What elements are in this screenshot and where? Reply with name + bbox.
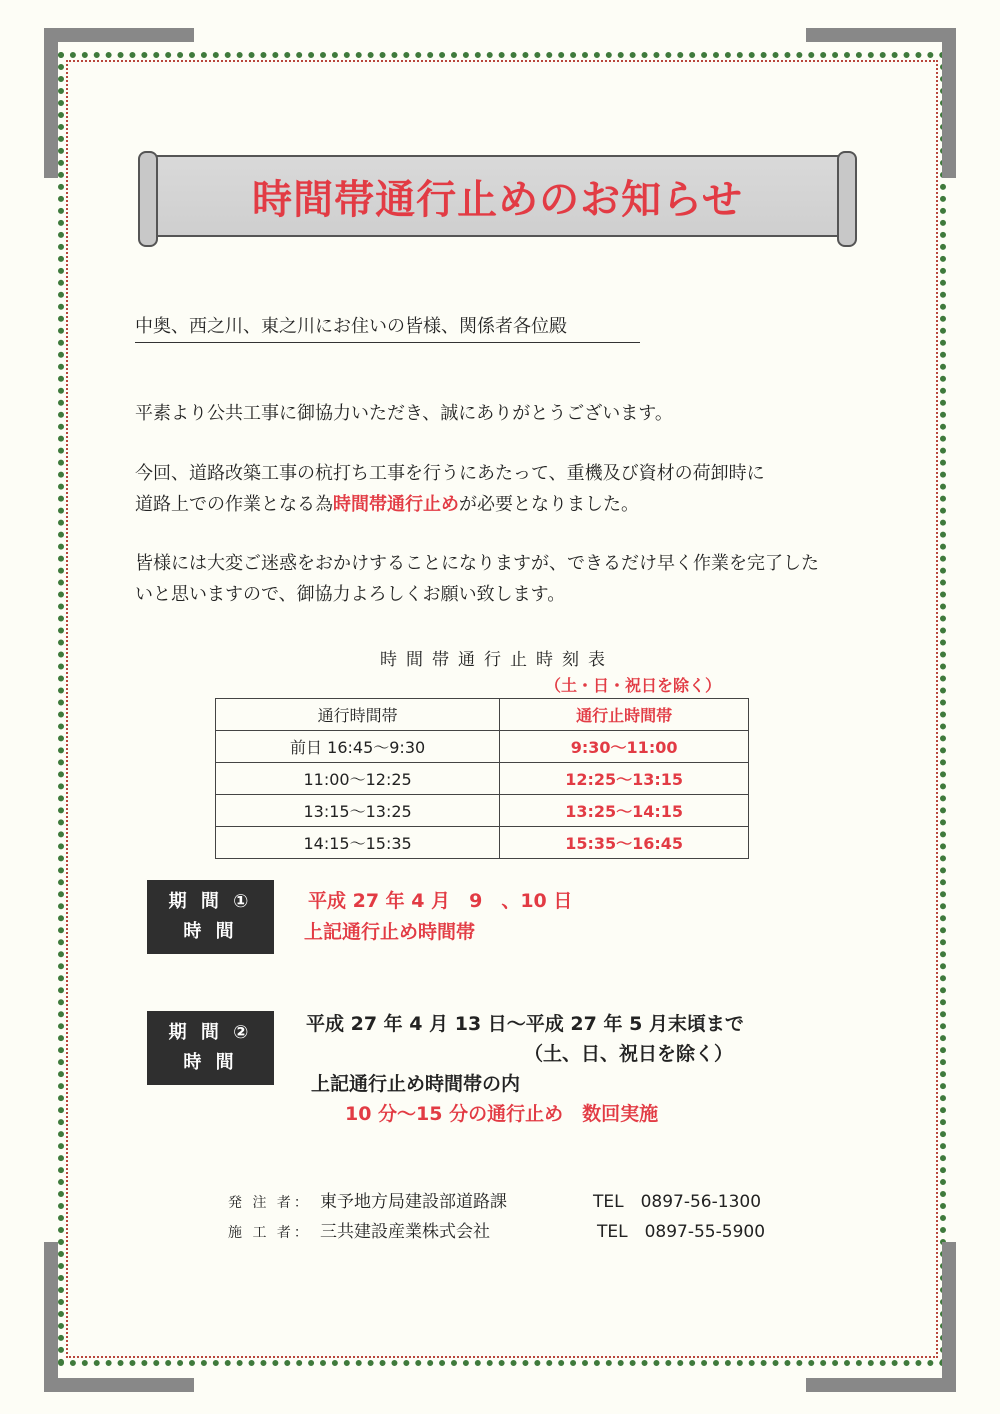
table-row <box>216 795 749 827</box>
open-time-cell: 13:15～13:25 <box>216 795 500 827</box>
contact-orderer <box>228 1187 507 1212</box>
reason-line-2-post: が必要となりました。 <box>459 494 639 515</box>
scroll-curl-right <box>837 151 857 247</box>
schedule-note: （土・日・祝日を除く） <box>545 676 722 695</box>
reason-line-1: 今回、道路改築工事の杭打ち工事を行うにあたって、重機及び資材の荷卸時に <box>135 463 765 484</box>
contact-name: 東予地方局建設部道路課 <box>320 1192 507 1212</box>
open-time-cell: 11:00～12:25 <box>216 763 500 795</box>
paragraph-greeting <box>135 398 895 429</box>
contact-role: 施 工 者： <box>228 1225 311 1241</box>
period-2-time: 上記通行止め時間帯の内 <box>311 1073 521 1095</box>
period-2-label <box>147 1011 274 1085</box>
closed-time-cell: 13:25～14:15 <box>500 795 749 827</box>
open-time-cell: 14:15～15:35 <box>216 827 500 859</box>
table-header-row <box>216 699 749 731</box>
greeting-text: 平素より公共工事に御協力いただき、誠にありがとうございます。 <box>135 403 673 424</box>
period-2-label-line-1: 期 間 ② <box>168 1022 253 1043</box>
apology-line-2: いと思いますので、御協力よろしくお願い致します。 <box>135 584 566 605</box>
paragraph-reason <box>135 458 895 520</box>
period-2-label-line-2: 時 間 <box>183 1052 238 1073</box>
contact-contractor-tel: TEL 0897-55-5900 <box>597 1222 766 1242</box>
addressee: 中奥、西之川、東之川にお住いの皆様、関係者各位殿 <box>135 312 640 343</box>
table-row <box>216 827 749 859</box>
open-time-cell: 前日 16:45～9:30 <box>216 731 500 763</box>
period-2-detail: 10 分～15 分の通行止め 数回実施 <box>345 1103 659 1125</box>
header-open-time: 通行時間帯 <box>216 699 500 731</box>
period-2-date: 平成 27 年 4 月 13 日～平成 27 年 5 月末頃まで <box>306 1013 744 1035</box>
period-1-label-line-1: 期 間 ① <box>168 891 253 912</box>
contact-orderer-tel: TEL 0897-56-1300 <box>593 1192 762 1212</box>
corner-ornament-bottom-right <box>806 1242 956 1392</box>
scroll-curl-left <box>138 151 158 247</box>
contact-role: 発 注 者： <box>228 1195 311 1211</box>
reason-line-2 <box>135 489 895 520</box>
period-1-label <box>147 880 274 954</box>
period-2-exclusion: （土、日、祝日を除く） <box>524 1043 734 1065</box>
reason-line-2-pre: 道路上での作業となる為 <box>135 494 333 515</box>
period-1-label-line-2: 時 間 <box>183 921 238 942</box>
contact-contractor <box>228 1217 490 1242</box>
contact-name: 三共建設産業株式会社 <box>320 1222 490 1242</box>
table-row <box>216 763 749 795</box>
reason-line-2-highlight: 時間帯通行止め <box>333 494 459 515</box>
table-row <box>216 731 749 763</box>
apology-line-1: 皆様には大変ご迷惑をおかけすることになりますが、できるだけ早く作業を完了した <box>135 553 819 574</box>
schedule-caption: 時間帯通行止時刻表 <box>380 650 614 670</box>
schedule-table <box>215 698 749 859</box>
period-1-date: 平成 27 年 4 月 9 、10 日 <box>308 890 573 912</box>
page-title: 時間帯通行止めのお知らせ <box>252 176 743 223</box>
header-closed-time: 通行止時間帯 <box>500 699 749 731</box>
closed-time-cell: 12:25～13:15 <box>500 763 749 795</box>
title-banner <box>150 155 845 237</box>
corner-ornament-bottom-left <box>44 1242 194 1392</box>
paragraph-apology <box>135 548 895 610</box>
closed-time-cell: 15:35～16:45 <box>500 827 749 859</box>
period-1-time: 上記通行止め時間帯 <box>304 921 476 943</box>
closed-time-cell: 9:30～11:00 <box>500 731 749 763</box>
